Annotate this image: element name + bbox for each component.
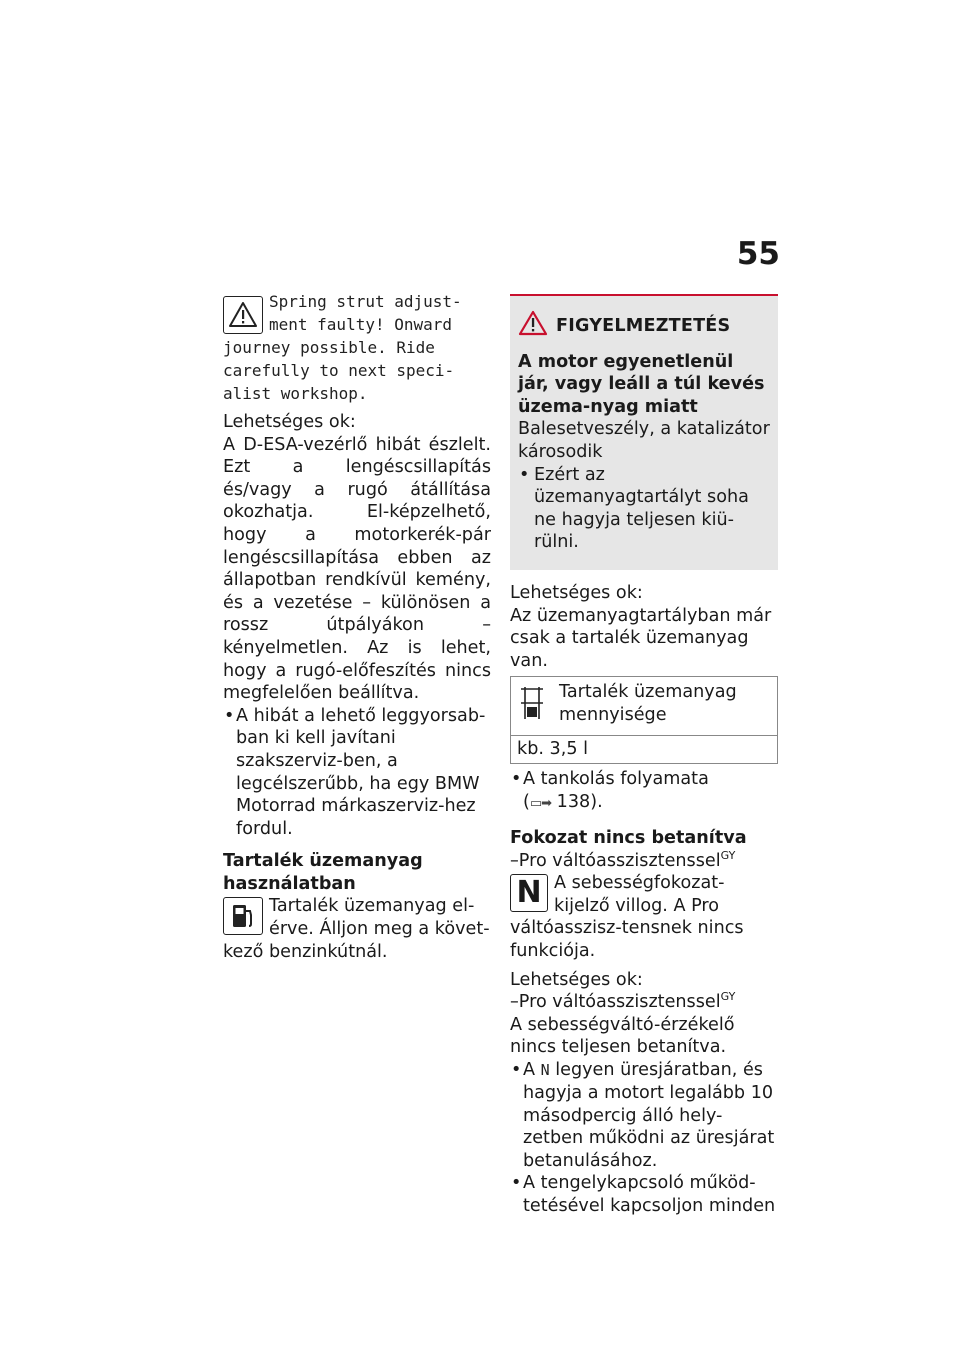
warning-triangle-icon [518, 310, 548, 343]
list-item [510, 1172, 778, 1217]
warning-bullet: Ezért az üzemanyagtartályt soha ne hagyja teljesen kiü-rülni. [534, 464, 749, 553]
cause-text: A D-ESA-vezérlő hibát észlelt. Ezt a lengéscsillapítás és/vagy a rugó átállítása okozhatja. El-képzelhető, hogy a motorkerék-pár lengéscsillapítása ebben az állapotban rendkívül kemény, és a vezetése – különösen a rossz útpályákon – kényelmetlen. Az is lehet, hogy a rugó-előfeszítés nincs megfelelően beállítva. [223, 434, 491, 704]
list-item [518, 464, 770, 554]
warning-triangle-icon [223, 296, 263, 334]
spec-label-row [511, 677, 777, 736]
list-item [510, 1059, 778, 1172]
gear-option-2 [510, 991, 778, 1014]
gear-block [510, 872, 778, 962]
gear-option-text: –Pro váltóasszisztenssel [510, 850, 721, 871]
bullet-icon: • [511, 1060, 522, 1081]
bullet2-text: A tengelykapcsoló működ-tetésével kapcsoljon minden [523, 1173, 776, 1216]
list-item [223, 705, 491, 841]
refuel-reference[interactable]: (▭➡ 138). [523, 791, 603, 812]
warning-header [518, 310, 770, 343]
gear-text: A sebességfokozat-kijelző villog. A Pro váltóasszisz-tensnek nincs funkciója. [510, 873, 744, 962]
warning-text: Balesetveszély, a katalizátor károsodik [518, 419, 770, 462]
spec-label: Tartalék üzemanyag mennyisége [559, 682, 737, 725]
warning-box [510, 294, 778, 570]
list-item [510, 768, 778, 815]
refuel-bullet: A tankolás folyamata [523, 768, 709, 789]
bullet1-post: legyen üresjáratban, és hagyja a motort legalább 10 másodpercig álló hely-zetben működni az üresjárat betanulásához. [523, 1060, 775, 1171]
display-message-block [223, 290, 491, 405]
warning-bold-text: A motor egyenetlenül jár, vagy leáll a túl kevés üzema-nyag miatt [518, 351, 765, 417]
gear-heading: Fokozat nincs betanítva [510, 828, 747, 849]
possible-causes-label: Lehetséges ok: [510, 582, 643, 603]
display-message: Spring strut adjust-ment faulty! Onward journey possible. Ride carefully to next speci-alist workshop. [223, 292, 462, 403]
refuel-ref-page: 138). [556, 791, 603, 812]
cause-text: Az üzemanyagtartályban már csak a tartalék üzemanyag van. [510, 605, 772, 671]
page-number: 55 [736, 236, 780, 272]
spec-value: kb. 3,5 l [517, 739, 589, 760]
gear-option-sup: GY [720, 848, 736, 862]
bullet-icon: • [511, 768, 522, 789]
reserve-block [223, 895, 491, 963]
right-column [510, 294, 778, 1218]
bullet1-pre: A [523, 1060, 536, 1081]
bullet-icon: • [519, 464, 530, 485]
reserve-text: Tartalék üzemanyag el-érve. Álljon meg a követ-kező benzinkútnál. [223, 896, 490, 962]
spec-table [510, 676, 778, 764]
reserve-heading: Tartalék üzemanyag használatban [223, 851, 423, 894]
gear-option [510, 850, 778, 873]
bullet-text: A hibát a lehető leggyorsab-ban ki kell javítani szakszerviz-ben, a legcélszerűbb, ha egy BMW Motorrad márkaszerviz-hez fordul. [236, 705, 486, 839]
warning-title: FIGYELMEZTETÉS [556, 316, 731, 336]
possible-causes-label: Lehetséges ok: [510, 969, 643, 990]
fuel-gauge-icon [517, 683, 547, 723]
reference-arrow-icon: ▭➡ [529, 795, 552, 811]
bullet-icon: • [224, 705, 235, 726]
gear-n-icon: N [510, 874, 548, 912]
bullet1-code: N [540, 1061, 550, 1080]
possible-causes-label: Lehetséges ok: [223, 412, 356, 432]
gear-option-2-text: –Pro váltóasszisztenssel [510, 992, 721, 1013]
gear-cause: A sebességváltó-érzékelő nincs teljesen betanítva. [510, 1014, 735, 1058]
left-column [223, 290, 491, 963]
fuel-pump-icon [223, 897, 263, 935]
gear-option-2-sup: GY [720, 990, 736, 1004]
bullet-icon: • [511, 1173, 522, 1194]
